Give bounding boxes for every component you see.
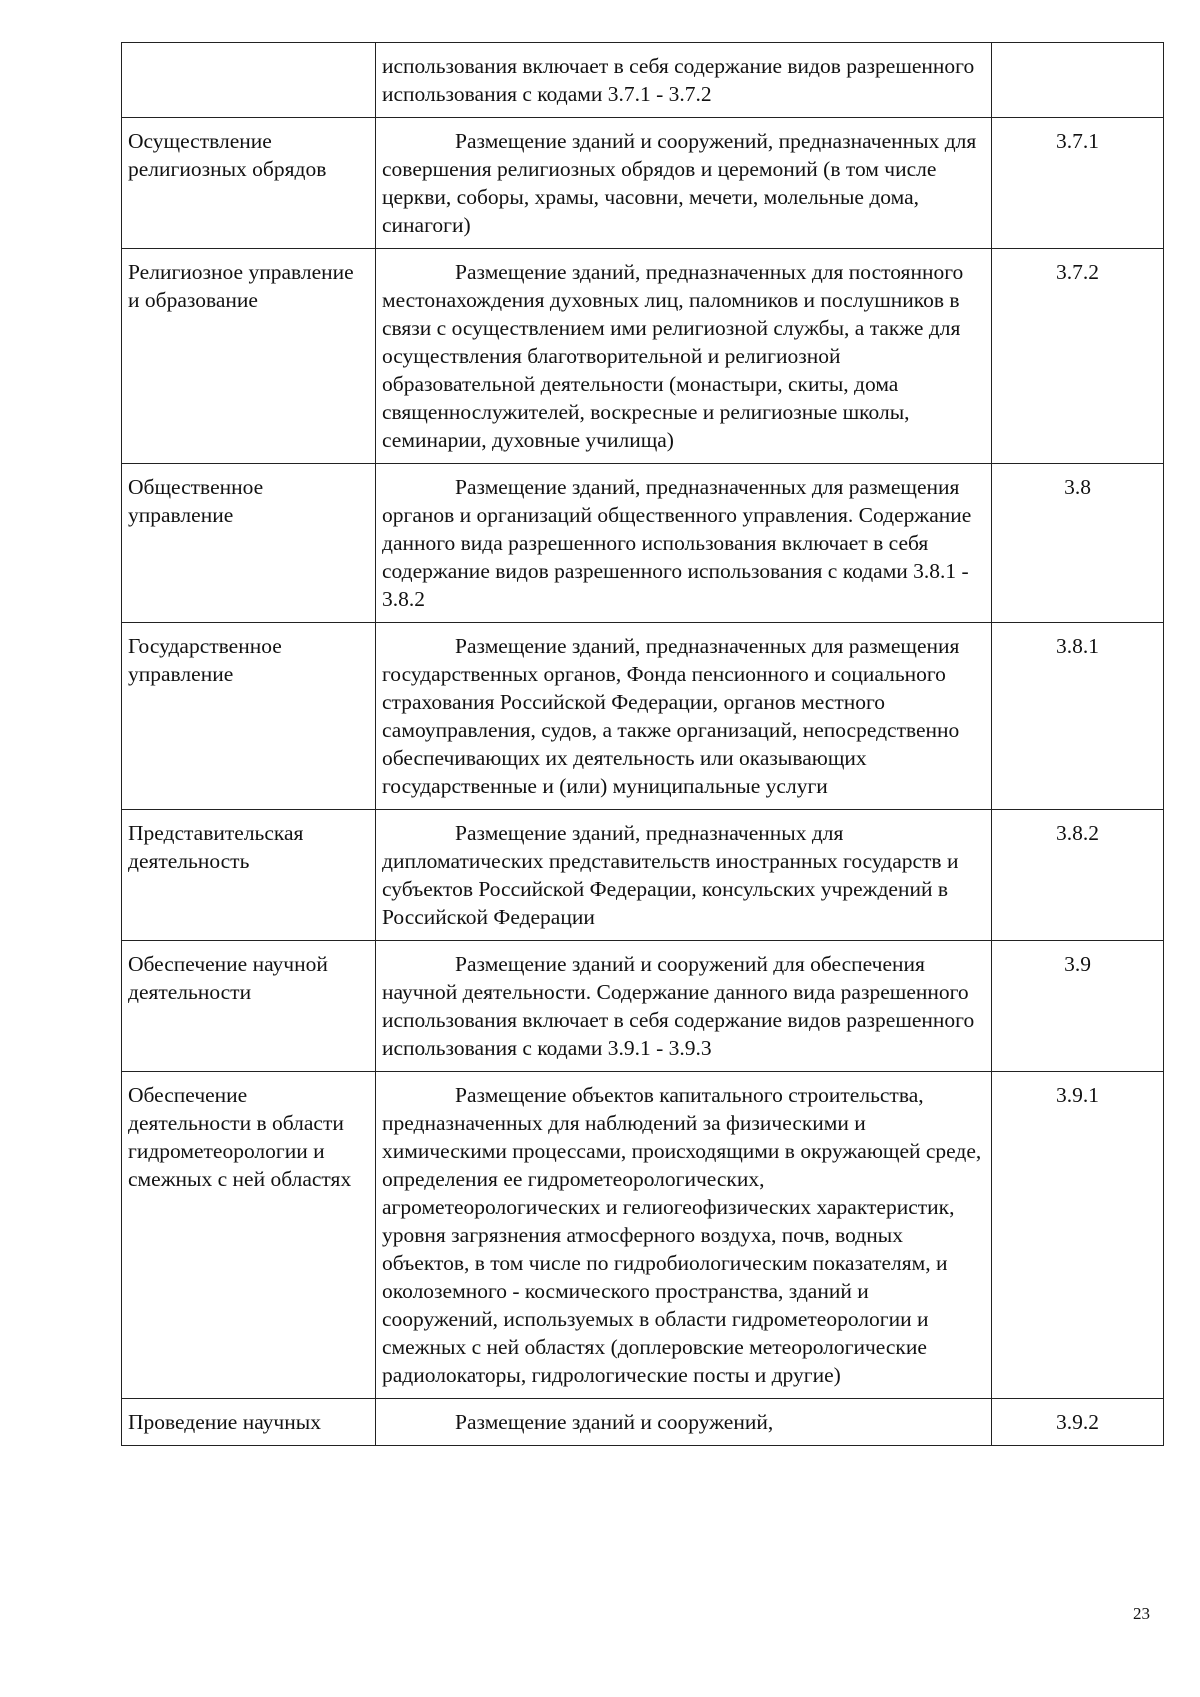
use-type-description bbox=[376, 118, 992, 249]
use-type-code: 3.8.2 bbox=[992, 810, 1164, 941]
page-number: 23 bbox=[1133, 1604, 1150, 1623]
use-type-code: 3.9 bbox=[992, 941, 1164, 1072]
use-type-code: 3.7.2 bbox=[992, 249, 1164, 464]
use-type-code: 3.9.2 bbox=[992, 1399, 1164, 1446]
use-type-name: Осуществление религиозных обрядов bbox=[122, 118, 376, 249]
use-type-code bbox=[992, 43, 1164, 118]
use-type-name bbox=[122, 43, 376, 118]
use-type-code: 3.8 bbox=[992, 464, 1164, 623]
table-row bbox=[122, 1072, 1164, 1399]
use-type-description bbox=[376, 810, 992, 941]
use-type-name: Представительская деятельность bbox=[122, 810, 376, 941]
use-type-name: Государственное управление bbox=[122, 623, 376, 810]
use-type-code: 3.7.1 bbox=[992, 118, 1164, 249]
description-text: Размещение зданий, предназначенных для постоянного местонахождения духовных лиц, паломников и послушников в связи с осуществлением ими религиозной службы, а также для осуществления благотворительной и религиозной образовательной деятельности (монастыри, скиты, дома священнослужителей, воскресные и религиозные школы, семинарии, духовные училища) bbox=[382, 260, 964, 452]
table-row bbox=[122, 810, 1164, 941]
use-type-code: 3.8.1 bbox=[992, 623, 1164, 810]
use-type-code: 3.9.1 bbox=[992, 1072, 1164, 1399]
description-text: использования включает в себя содержание видов разрешенного использования с кодами 3.7.1 - 3.7.2 bbox=[382, 54, 975, 106]
use-type-description bbox=[376, 43, 992, 118]
use-type-description bbox=[376, 464, 992, 623]
table-row bbox=[122, 1399, 1164, 1446]
table-row bbox=[122, 43, 1164, 118]
description-text: Размещение зданий, предназначенных для дипломатических представительств иностранных государств и субъектов Российской Федерации, консульских учреждений в Российской Федерации bbox=[382, 821, 959, 929]
land-use-table bbox=[121, 42, 1164, 1446]
description-text: Размещение зданий, предназначенных для размещения органов и организаций общественного управления. Содержание данного вида разрешенного использования включает в себя содержание видов разрешенного использования с кодами 3.8.1 - 3.8.2 bbox=[382, 475, 972, 611]
use-type-name: Религиозное управление и образование bbox=[122, 249, 376, 464]
use-type-name: Проведение научных bbox=[122, 1399, 376, 1446]
use-type-description bbox=[376, 249, 992, 464]
description-text: Размещение зданий и сооружений, bbox=[455, 1410, 774, 1434]
use-type-description bbox=[376, 941, 992, 1072]
table-row bbox=[122, 464, 1164, 623]
description-text: Размещение зданий, предназначенных для размещения государственных органов, Фонда пенсионного и социального страхования Российской Федерации, органов местного самоуправления, судов, а также организаций, непосредственно обеспечивающих их деятельность или оказывающих государственные и (или) муниципальные услуги bbox=[382, 634, 960, 798]
table-row bbox=[122, 118, 1164, 249]
description-text: Размещение зданий и сооружений, предназначенных для совершения религиозных обрядов и церемоний (в том числе церкви, соборы, храмы, часовни, мечети, молельные дома, синагоги) bbox=[382, 129, 977, 237]
description-text: Размещение зданий и сооружений для обеспечения научной деятельности. Содержание данного вида разрешенного использования включает в себя содержание видов разрешенного использования с кодами 3.9.1 - 3.9.3 bbox=[382, 952, 975, 1060]
description-text: Размещение объектов капитального строительства, предназначенных для наблюдений за физическими и химическими процессами, происходящими в окружающей среде, определения ее гидрометеорологических, агрометеорологических и гелиогеофизических характеристик, уровня загрязнения атмосферного воздуха, почв, водных объектов, в том числе по гидробиологическим показателям, и околоземного - космического пространства, зданий и сооружений, используемых в области гидрометеорологии и смежных с ней областях (доплеровские метеорологические радиолокаторы, гидрологические посты и другие) bbox=[382, 1083, 982, 1387]
use-type-name: Обеспечение деятельности в области гидрометеорологии и смежных с ней областях bbox=[122, 1072, 376, 1399]
use-type-description bbox=[376, 623, 992, 810]
table-row bbox=[122, 941, 1164, 1072]
table-row bbox=[122, 623, 1164, 810]
use-type-name: Обеспечение научной деятельности bbox=[122, 941, 376, 1072]
table-body bbox=[122, 43, 1164, 1446]
use-type-description bbox=[376, 1072, 992, 1399]
use-type-name: Общественное управление bbox=[122, 464, 376, 623]
use-type-description bbox=[376, 1399, 992, 1446]
table-row bbox=[122, 249, 1164, 464]
